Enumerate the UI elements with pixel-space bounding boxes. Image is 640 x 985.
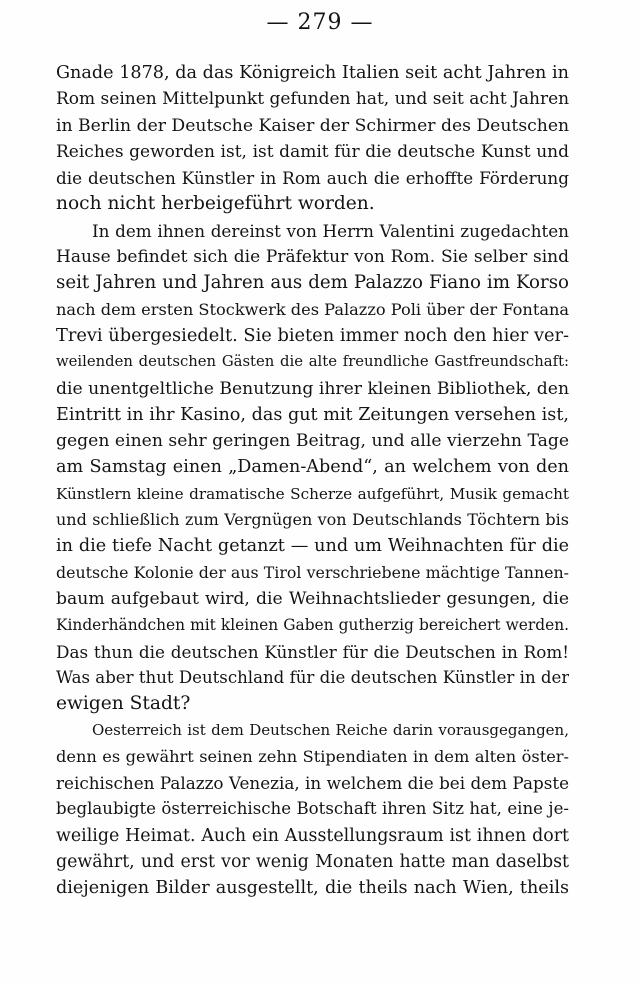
text-line: gegen einen sehr geringen Beitrag, und alle vierzehn Tage xyxy=(56,431,569,452)
page-number: — 279 — xyxy=(266,10,374,35)
text-line: In dem ihnen dereinst von Herrn Valentini zugedachten xyxy=(92,220,569,241)
text-line: am Samstag einen „Damen-Abend“, an welchem von den xyxy=(56,457,569,478)
text-line: weilenden deutschen Gästen die alte freundliche Gastfreundschaft: xyxy=(56,353,569,371)
text-line: die deutschen Künstler in Rom auch die erhoffte Förderung xyxy=(56,168,569,189)
text-line: seit Jahren und Jahren aus dem Palazzo Fiano im Korso xyxy=(56,272,569,294)
text-line: Rom seinen Mittelpunkt gefunden hat, und seit acht Jahren xyxy=(56,89,569,110)
text-line: reichischen Palazzo Venezia, in welchem die bei dem Papste xyxy=(56,773,569,794)
text-line: in die tiefe Nacht getanzt — und um Weihnachten für die xyxy=(56,536,569,557)
text-line: Was aber thut Deutschland für die deutschen Künstler in der xyxy=(56,667,569,687)
body-text xyxy=(56,60,569,902)
text-line: nach dem ersten Stockwerk des Palazzo Poli über der Fontana xyxy=(56,299,569,319)
text-line: Künstlern kleine dramatische Scherze aufgeführt, Musik gemacht xyxy=(56,484,569,503)
text-line: und schließlich zum Vergnügen von Deutschlands Töchtern bis xyxy=(56,510,569,530)
text-line: in Berlin der Deutsche Kaiser der Schirmer des Deutschen xyxy=(56,115,569,136)
text-line: Eintritt in ihr Kasino, das gut mit Zeitungen versehen ist, xyxy=(56,404,569,425)
text-line: die unentgeltliche Benutzung ihrer kleinen Bibliothek, den xyxy=(56,378,569,399)
text-line: Oesterreich ist dem Deutschen Reiche darin vorausgegangen, xyxy=(92,721,569,740)
text-line: Gnade 1878, da das Königreich Italien seit acht Jahren in xyxy=(56,63,569,83)
text-line: Das thun die deutschen Künstler für die Deutschen in Rom! xyxy=(56,641,569,662)
text-line: baum aufgebaut wird, die Weihnachtslieder gesungen, die xyxy=(56,588,569,609)
text-line: ewigen Stadt? xyxy=(56,693,191,715)
text-line: weilige Heimat. Auch ein Ausstellungsraum ist ihnen dort xyxy=(56,825,569,846)
text-line: denn es gewährt seinen zehn Stipendiaten in dem alten öster- xyxy=(56,746,569,766)
text-line: Trevi übergesiedelt. Sie bieten immer noch den hier ver- xyxy=(56,324,569,346)
text-line: Kinderhändchen mit kleinen Gaben gutherzig bereichert werden. xyxy=(56,616,569,635)
text-line: gewährt, und erst vor wenig Monaten hatte man daselbst xyxy=(56,851,569,872)
text-line: deutsche Kolonie der aus Tirol verschriebene mächtige Tannen- xyxy=(56,562,569,582)
text-line: Reiches geworden ist, ist damit für die deutsche Kunst und xyxy=(56,141,569,162)
text-line: Hause befindet sich die Präfektur von Rom. Sie selber sind xyxy=(56,247,569,268)
text-line: beglaubigte österreichische Botschaft ihren Sitz hat, eine je- xyxy=(56,799,569,819)
text-line: diejenigen Bilder ausgestellt, die theils nach Wien, theils xyxy=(56,878,569,899)
text-line: noch nicht herbeigeführt worden. xyxy=(56,193,375,215)
